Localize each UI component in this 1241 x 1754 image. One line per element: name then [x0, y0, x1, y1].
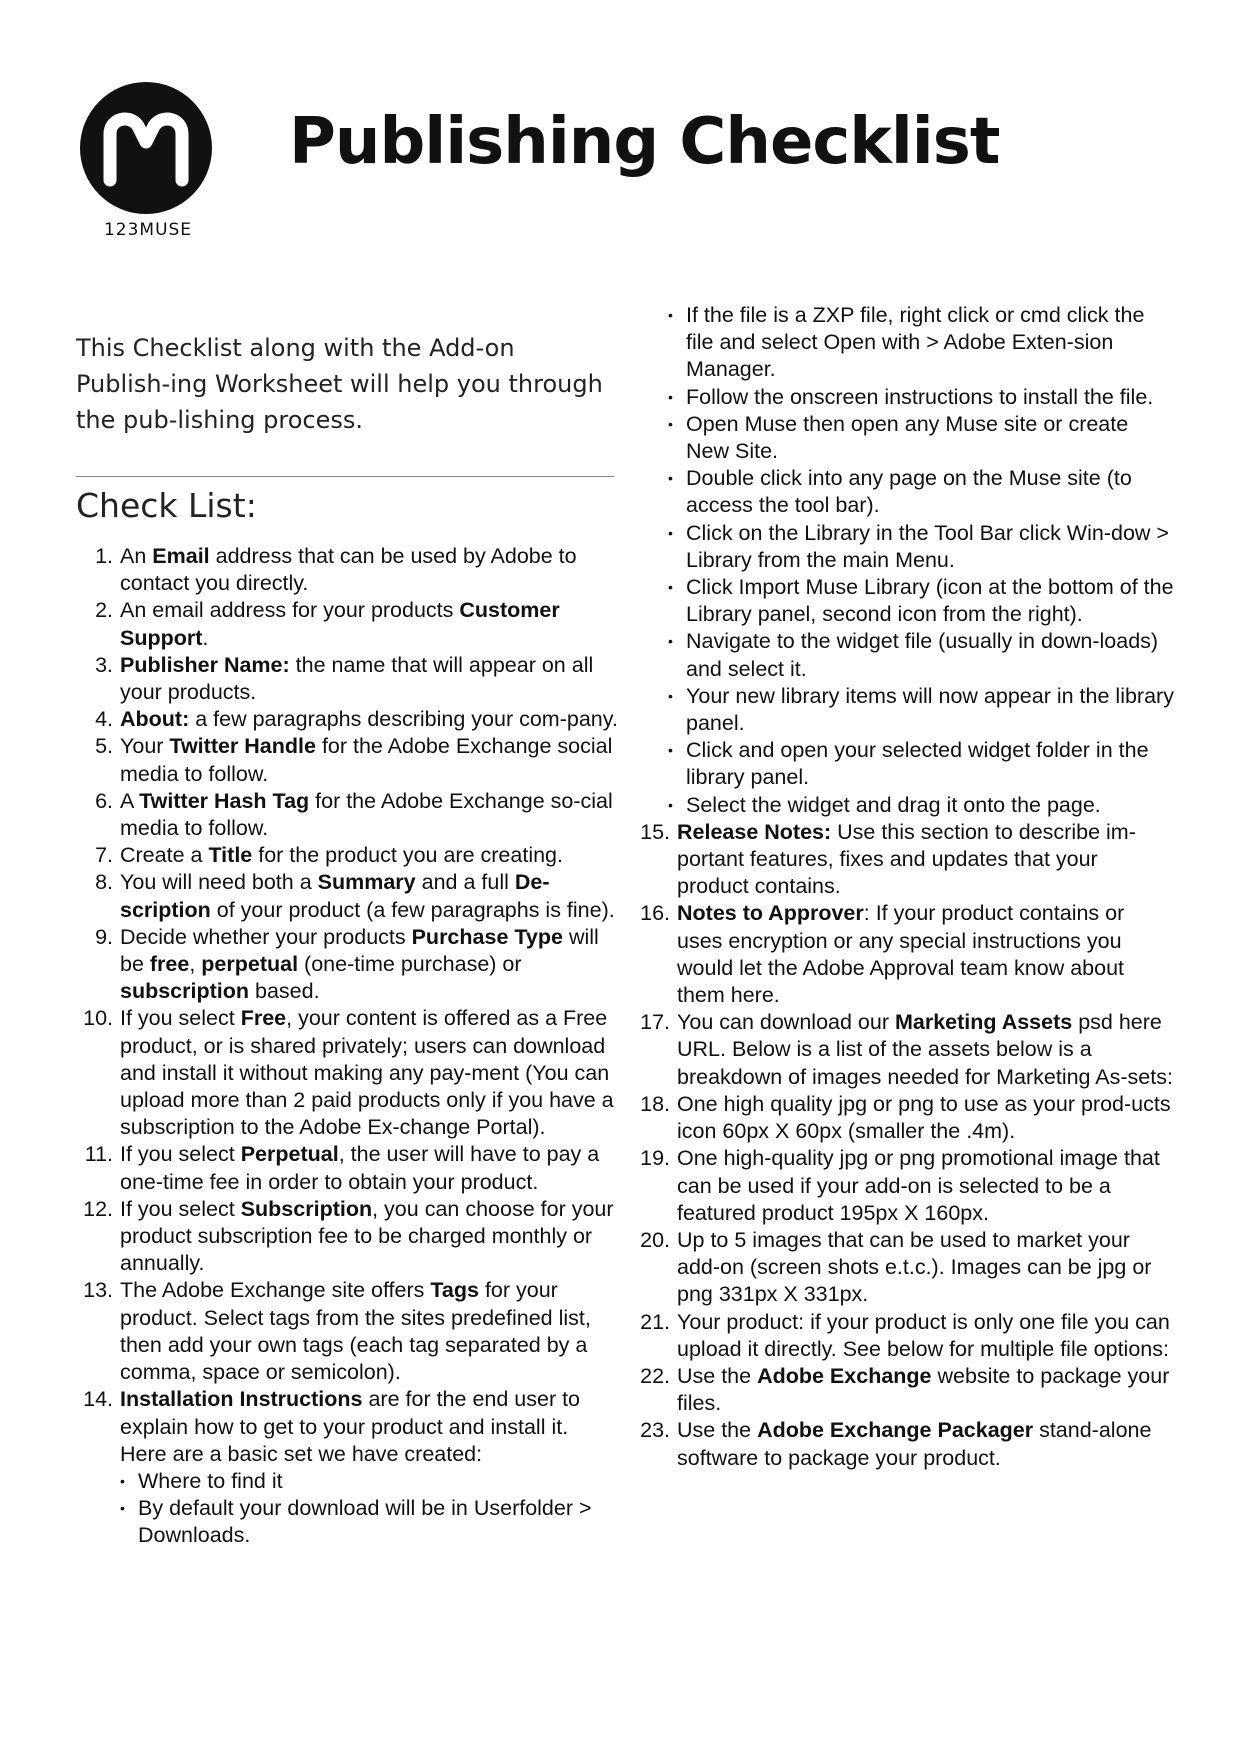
list-item: 15. Release Notes: Use this section to describe im-portant features, fixes and updates that your product contains.: [640, 819, 1136, 899]
list-item: 9. Decide whether your products Purchase Type will be free, perpetual (one-time purchase) or subscription based.: [95, 924, 599, 1004]
list-item: 8. You will need both a Summary and a full De-scription of your product (a few paragraphs is fine).: [95, 870, 615, 922]
list-item: 2. An email address for your products Customer Support.: [95, 598, 560, 650]
list-item: 16. Notes to Approver: If your product contains or uses encryption or any special instructions you would let the Adobe Approval team know about them here.: [640, 901, 1125, 1008]
list-item: 4. About: a few paragraphs describing your com-pany.: [95, 707, 618, 732]
checklist-heading: Check List:: [76, 486, 257, 525]
logo: [80, 82, 216, 240]
bullet-item: • Double click into any page on the Muse site (to access the tool bar).: [668, 466, 1132, 518]
list-item: 14. Installation Instructions are for the end user to explain how to get to your product and install it. Here are a basic set we have created: • Where to find it • By default your download will be in Userfolder > Downloads.: [73, 1386, 618, 1549]
checklist-right: [630, 819, 1175, 1472]
list-item: 20. Up to 5 images that can be used to market your add-on (screen shots e.t.c.). Images can be jpg or png 331px X 331px.: [640, 1227, 1152, 1307]
install-steps-right: [630, 302, 1175, 819]
list-item: 6. A Twitter Hash Tag for the Adobe Exchange so-cial media to follow.: [95, 788, 613, 841]
divider: [76, 476, 614, 477]
logo-circle: [80, 82, 212, 214]
right-column: [630, 302, 1175, 1472]
list-item: 11. If you select Perpetual, the user will have to pay a one-time fee in order to obtain your product.: [84, 1142, 600, 1194]
bullet-item: • Where to find it: [120, 1468, 283, 1493]
bullet-item: • Click on the Library in the Tool Bar click Win-dow > Library from the main Menu.: [668, 520, 1169, 572]
list-item: 17. You can download our Marketing Assets psd here URL. Below is a list of the assets below is a breakdown of images needed for Marketing As-sets:: [640, 1010, 1173, 1089]
install-steps-left: [120, 1468, 618, 1550]
list-item: 12. If you select Subscription, you can choose for your product subscription fee to be charged monthly or annually.: [83, 1196, 614, 1276]
list-item: 18. One high quality jpg or png to use as your prod-ucts icon 60px X 60px (smaller the .4m).: [640, 1091, 1171, 1144]
list-item: 22. Use the Adobe Exchange website to package your files.: [640, 1363, 1170, 1416]
list-item: 5. Your Twitter Handle for the Adobe Exchange social media to follow.: [95, 734, 613, 786]
list-item: 21. Your product: if your product is only one file you can upload it directly. See below for multiple file options:: [640, 1309, 1170, 1361]
bullet-item: • If the file is a ZXP file, right click or cmd click the file and select Open with > Adobe Exten-sion Manager.: [668, 303, 1145, 382]
list-item: 3. Publisher Name: the name that will appear on all your products.: [95, 652, 594, 705]
bullet-item: • Navigate to the widget file (usually in down-loads) and select it.: [668, 629, 1159, 681]
list-item: 10. If you select Free, your content is offered as a Free product, or is shared privately; users can download and install it without making any pay-ment (You can upload more than 2 paid products only if you have a subscription to the Adobe Ex-change Portal).: [83, 1006, 614, 1140]
intro-paragraph: This Checklist along with the Add-on Publish-ing Worksheet will help you through the pub-lishing process.: [76, 334, 603, 434]
bullet-item: • By default your download will be in Userfolder > Downloads.: [120, 1496, 592, 1548]
checklist-left: [73, 543, 618, 1550]
list-item: 23. Use the Adobe Exchange Packager stand-alone software to package your product.: [640, 1418, 1152, 1470]
bullet-item: • Follow the onscreen instructions to install the file.: [668, 384, 1154, 409]
bullet-item: • Select the widget and drag it onto the page.: [668, 792, 1101, 817]
bullet-item: • Your new library items will now appear in the library panel.: [668, 683, 1174, 736]
bullet-item: • Open Muse then open any Muse site or create New Site.: [668, 411, 1129, 464]
logo-caption: 123MUSE: [103, 220, 193, 240]
list-item: 7. Create a Title for the product you are creating.: [95, 843, 563, 868]
list-item: 19. One high-quality jpg or png promotional image that can be used if your add-on is selected to be a featured product 195px X 160px.: [640, 1146, 1160, 1225]
list-item: 1. An Email address that can be used by Adobe to contact you directly.: [95, 544, 577, 596]
bullet-item: • Click Import Muse Library (icon at the bottom of the Library panel, second icon from the right).: [668, 575, 1174, 627]
m-logo-icon: [96, 108, 196, 188]
page-title: Publishing Checklist: [289, 105, 1000, 179]
list-item: 13. The Adobe Exchange site offers Tags for your product. Select tags from the sites predefined list, then add your own tags (each tag separated by a comma, space or semicolon).: [83, 1278, 591, 1385]
bullet-item: • Click and open your selected widget folder in the library panel.: [668, 738, 1149, 790]
left-column: [73, 543, 618, 1550]
